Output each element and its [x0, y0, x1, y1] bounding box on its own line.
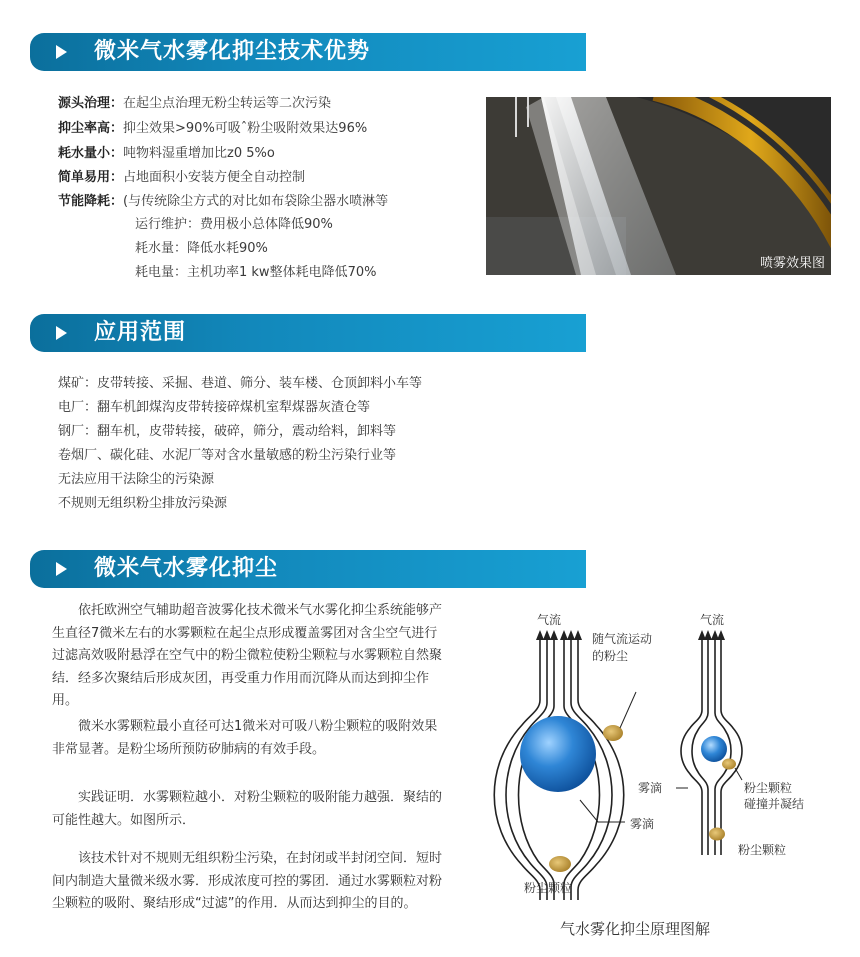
advantage-sub-item: 耗水量：降低水耗90%: [135, 241, 268, 256]
advantage-item: 简单易用：占地面积小安装方便全自动控制: [58, 170, 306, 185]
droplet-label: 雾滴: [630, 817, 655, 831]
body-paragraph: 实践证明．水雾颗粒越小．对粉尘颗粒的吸附能力越强．聚结的可能性越大。如图所示．: [52, 790, 443, 828]
leader-line: [735, 768, 742, 780]
dust-label: 随气流运动: [592, 632, 653, 646]
section-title: 应用范围: [94, 320, 187, 345]
left-airflow-arrows: [536, 630, 582, 640]
section-title: 微米气水雾化抑尘: [94, 556, 279, 581]
photo-caption: 喷雾效果图: [759, 256, 825, 271]
spray-effect-photo: [486, 97, 831, 275]
play-arrow-icon: [56, 562, 67, 576]
body-paragraph: 该技术针对不规则无组织粉尘污染，在封闭或半封闭空间．短时间内制造大量微米级水雾．形成浓度可控的雾团．通过水雾颗粒对粉尘颗粒的吸附、聚结形成“过滤”的作用．从而达到抑尘的目的。: [52, 851, 443, 911]
colliding-dust-particle: [722, 759, 736, 770]
application-line: 煤矿：皮带转接、采掘、巷道、筛分、装车楼、仓顶卸料小车等: [58, 376, 423, 391]
section-header-micro-mist: [30, 550, 586, 588]
leader-line: [620, 692, 636, 728]
section-header-advantages: [30, 33, 586, 71]
section-header-application: [30, 314, 586, 352]
section-title: 微米气水雾化抑尘技术优势: [94, 39, 371, 64]
small-water-droplet: [701, 736, 727, 762]
body-paragraph: 依托欧洲空气辅助超音波雾化技术微米气水雾化抑尘系统能够产生直径7微米左右的水雾颗粒在起尘点形成覆盖雾团对含尘空气进行过滤高效吸附悬浮在空气中的粉尘微粒使粉尘颗粒与水雾颗粒自然聚结．经多次聚结后形成灰团，再受重力作用而沉降从而达到抑尘作用。: [52, 603, 443, 708]
advantage-item: 耗水量小：吨物料湿重增加比z0 5%o: [58, 146, 275, 161]
play-arrow-icon: [56, 326, 67, 340]
collision-label: 碰撞并凝结: [744, 797, 805, 811]
advantage-sub-item: 运行维护：费用极小总体降低90%: [135, 217, 333, 232]
advantage-item: 源头治理：在起尘点治理无粉尘转运等二次污染: [58, 96, 332, 111]
dust-particle-label: 粉尘颗粒: [738, 843, 787, 857]
application-line: 卷烟厂、碳化硅、水泥厂等对含水量敏感的粉尘污染行业等: [58, 448, 397, 463]
droplet-label: 雾滴: [638, 781, 663, 795]
dust-particle: [549, 856, 571, 872]
right-airflow-arrows: [698, 630, 725, 640]
airflow-label: 气流: [537, 613, 562, 627]
application-line: 不规则无组织粉尘排放污染源: [58, 496, 228, 511]
body-paragraph: 微米水雾颗粒最小直径可达1微米对可吸八粉尘颗粒的吸附效果非常显著。是粉尘场所预防矽肺病的有效手段。: [52, 719, 438, 757]
dust-particle: [709, 828, 725, 841]
dust-particle-label: 粉尘颗粒: [524, 881, 573, 895]
application-line: 无法应用干法除尘的污染源: [58, 472, 215, 487]
play-arrow-icon: [56, 45, 67, 59]
collision-label: 粉尘颗粒: [744, 781, 793, 795]
airflow-label: 气流: [700, 613, 725, 627]
diagram-caption: 气水雾化抑尘原理图解: [560, 920, 711, 938]
principle-diagram: [480, 600, 850, 950]
dust-label: 的粉尘: [592, 649, 629, 663]
large-water-droplet: [520, 716, 596, 792]
application-line: 电厂：翻车机卸煤沟皮带转接碎煤机室犁煤器灰渣仓等: [58, 400, 371, 415]
spray-photo-illustration: [486, 97, 831, 275]
leader-line: [580, 800, 625, 822]
advantage-item: 抑尘率高：抑尘效果>90%可吸ˆ粉尘吸附效果达96%: [58, 121, 368, 136]
application-line: 钢厂：翻车机，皮带转接，破碎，筛分，震动给料，卸料等: [58, 424, 397, 439]
advantage-sub-item: 耗电量：主机功率1 kw整体耗电降低70%: [135, 265, 377, 280]
advantage-item: 节能降耗：(与传统除尘方式的对比如布袋除尘器水喷淋等: [58, 194, 389, 209]
